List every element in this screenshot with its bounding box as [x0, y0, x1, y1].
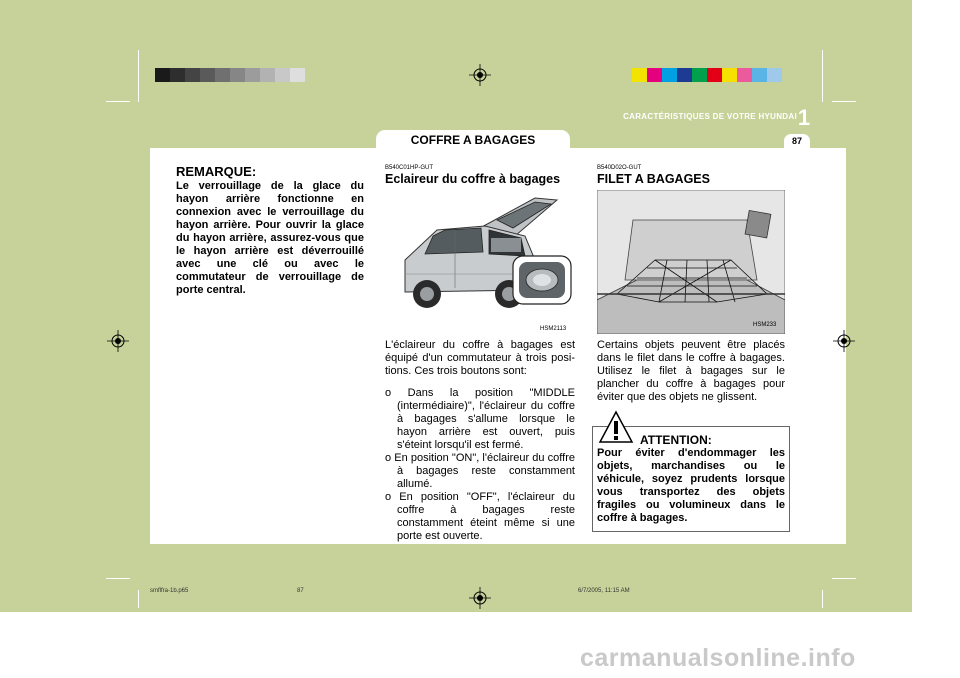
page-number-tab: 87	[784, 134, 810, 148]
attention-text: Pour éviter d'endommager les objets, marchandises ou le véhicule, soyez prudents lorsque vous transportez des objets fragiles ou volumineux dans le coffre à bagages.	[597, 447, 785, 524]
chapter-number: 1	[797, 105, 811, 130]
eclaireur-intro: L'éclaireur du coffre à bagages est équipé d'un commutateur à trois posi-tions. Ces trois boutons sont:	[385, 339, 575, 377]
crop-mark	[106, 101, 130, 102]
registration-mark-icon	[107, 330, 129, 352]
calibration-swatch	[752, 68, 767, 82]
crop-mark	[106, 578, 130, 579]
registration-mark-icon	[469, 587, 491, 609]
calibration-swatch	[737, 68, 752, 82]
remarque-title: REMARQUE:	[176, 164, 257, 179]
calibration-swatch	[677, 68, 692, 82]
crop-mark	[138, 590, 139, 608]
calibration-swatch	[260, 68, 275, 82]
footer-date: 6/7/2005, 11:15 AM	[578, 588, 630, 594]
list-item: o Dans la position "MIDDLE (intermédiaire)", l'éclaireur du coffre à bagages s'allume lorsque le hayon arrière est ouvert, puis s'éteint lorsqu'il est fermé.	[385, 387, 575, 451]
section-code: B540C01HP-GUT	[385, 165, 434, 171]
cargo-net-photo	[597, 190, 785, 334]
suv-image	[385, 190, 575, 334]
section-code: B540D02O-GUT	[597, 165, 642, 171]
calibration-swatch	[200, 68, 215, 82]
calibration-swatch	[290, 68, 305, 82]
section-title-tab: COFFRE A BAGAGES	[376, 130, 570, 148]
trunk-light-photo	[385, 190, 575, 334]
eclaireur-heading: Eclaireur du coffre à bagages	[385, 172, 561, 186]
calibration-swatch	[692, 68, 707, 82]
registration-mark-icon	[469, 64, 491, 86]
crop-mark	[138, 50, 139, 102]
cargo-net-image	[597, 190, 785, 334]
calibration-swatch	[155, 68, 170, 82]
list-item: o En position "ON", l'éclaireur du coffre à bagages reste constamment allumé.	[385, 452, 575, 490]
filet-heading: FILET A BAGAGES	[597, 172, 710, 186]
calibration-swatch	[662, 68, 677, 82]
calibration-swatch	[170, 68, 185, 82]
footer-file: smflfra-1b.p65	[150, 588, 189, 594]
calibration-swatch	[767, 68, 782, 82]
calibration-swatch	[275, 68, 290, 82]
calibration-swatch	[722, 68, 737, 82]
chapter-title: CARACTÉRISTIQUES DE VOTRE HYUNDAI	[623, 112, 797, 121]
calibration-swatch	[185, 68, 200, 82]
calibration-swatch	[215, 68, 230, 82]
footer-page: 87	[297, 588, 304, 594]
crop-mark	[832, 578, 856, 579]
watermark: carmanualsonline.info	[580, 644, 856, 672]
color-calibration-bar	[632, 68, 782, 82]
calibration-swatch	[245, 68, 260, 82]
attention-title: ATTENTION:	[640, 433, 712, 447]
crop-mark	[822, 590, 823, 608]
remarque-text: Le verrouillage de la glace du hayon arrière fonctionne en connexion avec le verrouillage du hayon arrière. Pour ouvrir la glace du hayon arrière, assurez-vous que le hayon arrière est déverrouillé avec une clé ou avec le commutateur de verrouillage de porte central.	[176, 180, 364, 296]
calibration-swatch	[230, 68, 245, 82]
photo-label: HSM233	[753, 322, 777, 328]
filet-text: Certains objets peuvent être placés dans le filet dans le coffre à bagages. Utilisez le filet à bagages sur le plancher du coffre à bagages pour éviter que des objets ne glissent.	[597, 339, 785, 403]
calibration-swatch	[707, 68, 722, 82]
list-item: o En position "OFF", l'éclaireur du coffre à bagages reste constamment éteint même si une porte est ouverte.	[385, 491, 575, 542]
warning-triangle-icon	[598, 410, 634, 444]
gray-calibration-bar	[155, 68, 305, 82]
calibration-swatch	[632, 68, 647, 82]
crop-mark	[822, 50, 823, 102]
photo-label: HSM2113	[540, 326, 567, 332]
registration-mark-icon	[833, 330, 855, 352]
crop-mark	[832, 101, 856, 102]
calibration-swatch	[647, 68, 662, 82]
eclaireur-list	[385, 387, 575, 543]
